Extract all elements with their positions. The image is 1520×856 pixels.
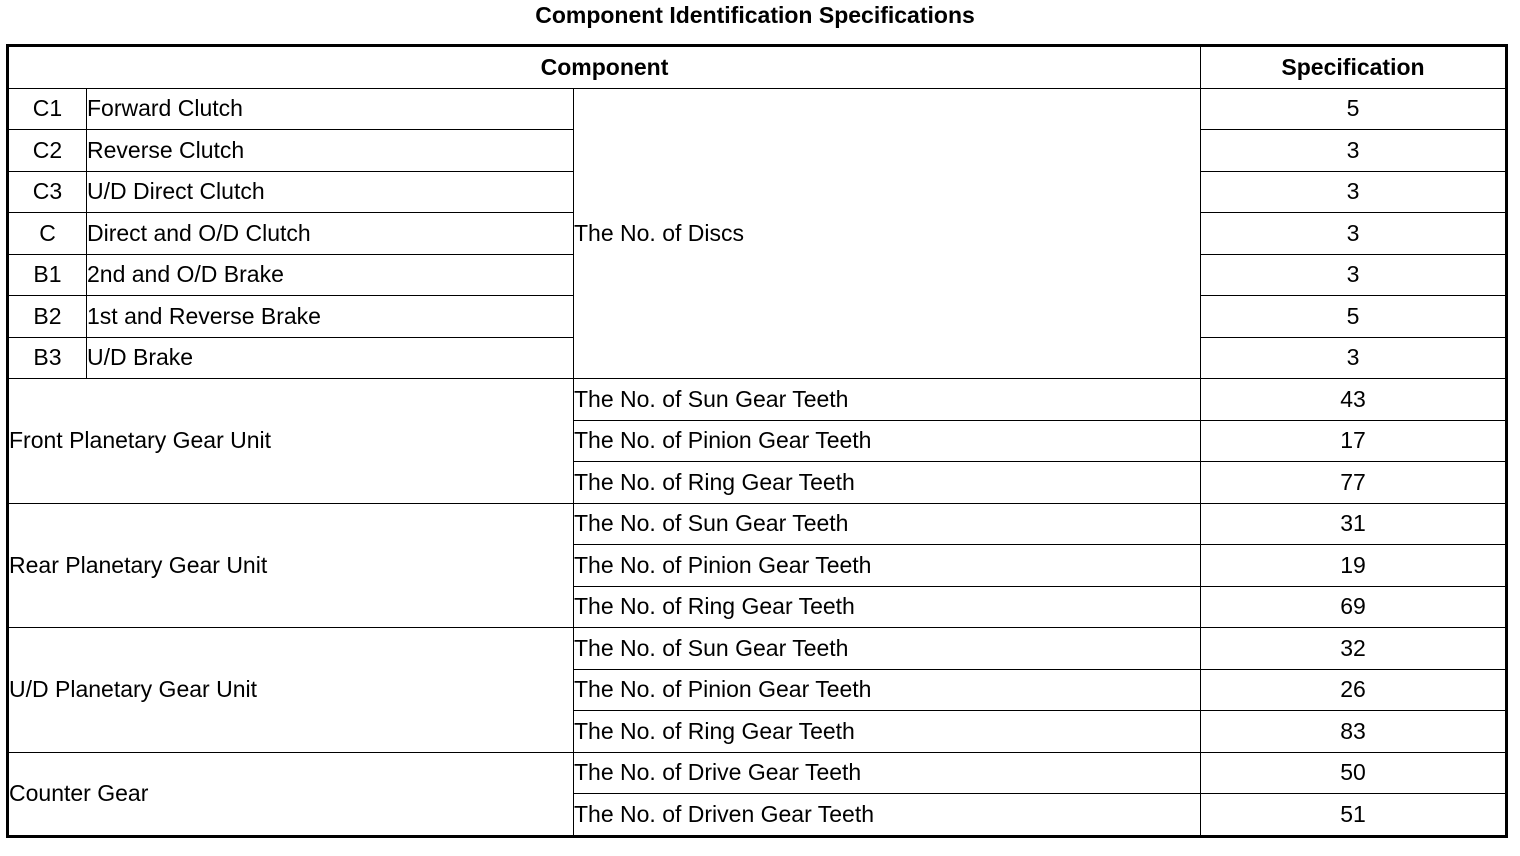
component-name: Reverse Clutch <box>87 130 574 172</box>
spec-value: 19 <box>1201 545 1507 587</box>
header-specification: Specification <box>1201 46 1507 89</box>
property-label: The No. of Sun Gear Teeth <box>574 503 1201 545</box>
spec-value: 5 <box>1201 88 1507 130</box>
spec-value: 17 <box>1201 420 1507 462</box>
property-label: The No. of Pinion Gear Teeth <box>574 420 1201 462</box>
table-row <box>8 379 1507 421</box>
property-label: The No. of Drive Gear Teeth <box>574 752 1201 794</box>
spec-value: 3 <box>1201 254 1507 296</box>
component-code: C <box>8 213 87 255</box>
table-row <box>8 752 1507 794</box>
property-label: The No. of Driven Gear Teeth <box>574 794 1201 837</box>
gear-unit-name: U/D Planetary Gear Unit <box>8 628 574 753</box>
component-name: 1st and Reverse Brake <box>87 296 574 338</box>
spec-value: 3 <box>1201 171 1507 213</box>
spec-value: 3 <box>1201 130 1507 172</box>
component-name: Forward Clutch <box>87 88 574 130</box>
component-code: B2 <box>8 296 87 338</box>
table-row <box>8 503 1507 545</box>
component-code: C1 <box>8 88 87 130</box>
spec-value: 69 <box>1201 586 1507 628</box>
component-code: B3 <box>8 337 87 379</box>
spec-value: 50 <box>1201 752 1507 794</box>
spec-value: 3 <box>1201 213 1507 255</box>
component-name: U/D Brake <box>87 337 574 379</box>
component-code: C3 <box>8 171 87 213</box>
component-code: B1 <box>8 254 87 296</box>
component-name: U/D Direct Clutch <box>87 171 574 213</box>
spec-value: 51 <box>1201 794 1507 837</box>
property-label: The No. of Sun Gear Teeth <box>574 379 1201 421</box>
spec-value: 83 <box>1201 711 1507 753</box>
spec-value: 43 <box>1201 379 1507 421</box>
property-label: The No. of Ring Gear Teeth <box>574 462 1201 504</box>
spec-value: 31 <box>1201 503 1507 545</box>
component-name: 2nd and O/D Brake <box>87 254 574 296</box>
spec-value: 3 <box>1201 337 1507 379</box>
property-label: The No. of Pinion Gear Teeth <box>574 545 1201 587</box>
spec-value: 5 <box>1201 296 1507 338</box>
gear-unit-name: Rear Planetary Gear Unit <box>8 503 574 628</box>
header-component: Component <box>8 46 1201 89</box>
table-row <box>8 88 1507 130</box>
component-name: Direct and O/D Clutch <box>87 213 574 255</box>
property-label: The No. of Discs <box>574 88 1201 379</box>
table-row <box>8 628 1507 670</box>
property-label: The No. of Ring Gear Teeth <box>574 711 1201 753</box>
property-label: The No. of Pinion Gear Teeth <box>574 669 1201 711</box>
gear-unit-name: Front Planetary Gear Unit <box>8 379 574 504</box>
page-title: Component Identification Specifications <box>535 2 975 28</box>
spec-value: 32 <box>1201 628 1507 670</box>
component-code: C2 <box>8 130 87 172</box>
spec-value: 26 <box>1201 669 1507 711</box>
property-label: The No. of Ring Gear Teeth <box>574 586 1201 628</box>
spec-value: 77 <box>1201 462 1507 504</box>
gear-unit-name: Counter Gear <box>8 752 574 836</box>
header-row <box>8 46 1507 89</box>
property-label: The No. of Sun Gear Teeth <box>574 628 1201 670</box>
spec-table <box>6 44 1508 838</box>
